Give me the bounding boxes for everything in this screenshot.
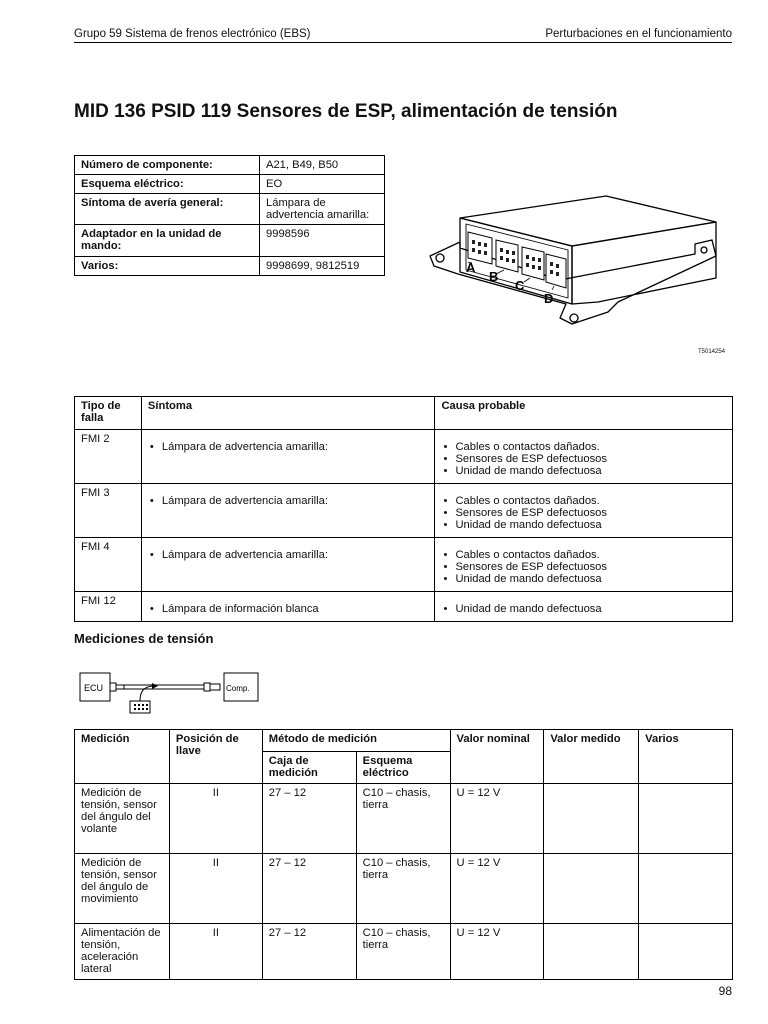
table-header-row xyxy=(75,397,733,430)
col-header-cause: Causa probable xyxy=(435,397,733,430)
header-rule xyxy=(74,42,732,43)
info-key: Esquema eléctrico: xyxy=(75,175,260,194)
info-value: 9998596 xyxy=(260,225,385,256)
fault-type: FMI 4 xyxy=(75,538,142,592)
table-row xyxy=(75,175,385,194)
cause-item: • Sensores de ESP defectuosos xyxy=(441,507,726,519)
info-key: Varios: xyxy=(75,256,260,275)
measurement-box: 27 – 12 xyxy=(262,924,356,980)
measurement-box: 27 – 12 xyxy=(262,784,356,854)
cause-item: • Sensores de ESP defectuosos xyxy=(441,453,726,465)
nominal-value: U = 12 V xyxy=(450,924,544,980)
fault-type: FMI 12 xyxy=(75,592,142,622)
info-key: Número de componente: xyxy=(75,156,260,175)
measurements-heading: Mediciones de tensión xyxy=(74,631,214,646)
page-number: 98 xyxy=(718,984,732,998)
schematic-ref: C10 – chasis, tierra xyxy=(356,854,450,924)
connector-label-b: B xyxy=(489,269,499,284)
col-header-method: Método de medición xyxy=(262,730,450,752)
running-header-right: Perturbaciones en el funcionamiento xyxy=(545,28,732,40)
measured-value xyxy=(544,854,639,924)
table-row xyxy=(75,256,385,275)
col-header-symptom: Síntoma xyxy=(141,397,435,430)
connector-label-a: A xyxy=(466,260,476,275)
measurement-name: Medición de tensión, sensor del ángulo de movimiento xyxy=(75,854,170,924)
cause-item: • Unidad de mando defectuosa xyxy=(441,573,726,585)
fault-type: FMI 2 xyxy=(75,430,142,484)
symptom-item: • Lámpara de advertencia amarilla: xyxy=(148,549,429,561)
symptom-item: • Lámpara de advertencia amarilla: xyxy=(148,495,429,507)
info-value: A21, B49, B50 xyxy=(260,156,385,175)
schematic-ref: C10 – chasis, tierra xyxy=(356,924,450,980)
cause-item: • Unidad de mando defectuosa xyxy=(441,465,726,477)
fault-mode-table xyxy=(74,396,733,622)
cause-item: • Sensores de ESP defectuosos xyxy=(441,561,726,573)
table-row xyxy=(75,784,733,854)
fault-type: FMI 3 xyxy=(75,484,142,538)
page-title: MID 136 PSID 119 Sensores de ESP, alimentación de tensión xyxy=(74,101,618,122)
info-value: Lámpara de advertencia amarilla: xyxy=(260,194,385,225)
info-value: EO xyxy=(260,175,385,194)
measured-value xyxy=(544,784,639,854)
cause-cell xyxy=(435,484,733,538)
col-header-box: Caja de medición xyxy=(262,752,356,784)
key-position: II xyxy=(169,924,262,980)
table-row xyxy=(75,484,733,538)
nominal-value: U = 12 V xyxy=(450,854,544,924)
misc-value xyxy=(639,924,733,980)
cause-cell xyxy=(435,538,733,592)
figure-code: T5014254 xyxy=(698,349,726,355)
symptom-cell xyxy=(141,592,435,622)
table-row xyxy=(75,854,733,924)
col-header-fault-type: Tipo de falla xyxy=(75,397,142,430)
table-row xyxy=(75,924,733,980)
cause-item: • Cables o contactos dañados. xyxy=(441,495,726,507)
symptom-item: • Lámpara de información blanca xyxy=(148,603,429,615)
col-header-key-position: Posición de llave xyxy=(169,730,262,784)
cause-cell xyxy=(435,592,733,622)
table-row xyxy=(75,592,733,622)
misc-value xyxy=(639,854,733,924)
table-row xyxy=(75,225,385,256)
table-header-row xyxy=(75,730,733,752)
ecu-box-label: ECU xyxy=(84,683,104,693)
cause-item: • Unidad de mando defectuosa xyxy=(441,603,726,615)
measurement-name: Medición de tensión, sensor del ángulo del volante xyxy=(75,784,170,854)
component-info-table xyxy=(74,155,385,276)
cause-item: • Cables o contactos dañados. xyxy=(441,549,726,561)
key-position: II xyxy=(169,854,262,924)
ecu-unit-illustration xyxy=(420,190,740,335)
col-header-misc: Varios xyxy=(639,730,733,784)
cause-item: • Unidad de mando defectuosa xyxy=(441,519,726,531)
measurement-connection-diagram xyxy=(78,671,263,719)
col-header-measurement: Medición xyxy=(75,730,170,784)
table-row xyxy=(75,538,733,592)
info-key: Adaptador en la unidad de mando: xyxy=(75,225,260,256)
col-header-nominal: Valor nominal xyxy=(450,730,544,784)
connector-label-d: D xyxy=(544,291,554,306)
measurement-name: Alimentación de tensión, aceleración lateral xyxy=(75,924,170,980)
cause-item: • Cables o contactos dañados. xyxy=(441,441,726,453)
info-value: 9998699, 9812519 xyxy=(260,256,385,275)
component-box-label: Comp. xyxy=(226,684,250,693)
cause-cell xyxy=(435,430,733,484)
measured-value xyxy=(544,924,639,980)
table-row xyxy=(75,156,385,175)
col-header-measured: Valor medido xyxy=(544,730,639,784)
schematic-ref: C10 – chasis, tierra xyxy=(356,784,450,854)
symptom-item: • Lámpara de advertencia amarilla: xyxy=(148,441,429,453)
symptom-cell xyxy=(141,430,435,484)
voltage-measurement-table xyxy=(74,729,733,980)
measurement-box: 27 – 12 xyxy=(262,854,356,924)
symptom-cell xyxy=(141,538,435,592)
connector-label-c: C xyxy=(515,278,525,293)
nominal-value: U = 12 V xyxy=(450,784,544,854)
col-header-schematic: Esquema eléctrico xyxy=(356,752,450,784)
table-row xyxy=(75,430,733,484)
running-header-left: Grupo 59 Sistema de frenos electrónico (EBS) xyxy=(74,28,311,40)
table-row xyxy=(75,194,385,225)
info-key: Síntoma de avería general: xyxy=(75,194,260,225)
key-position: II xyxy=(169,784,262,854)
misc-value xyxy=(639,784,733,854)
symptom-cell xyxy=(141,484,435,538)
